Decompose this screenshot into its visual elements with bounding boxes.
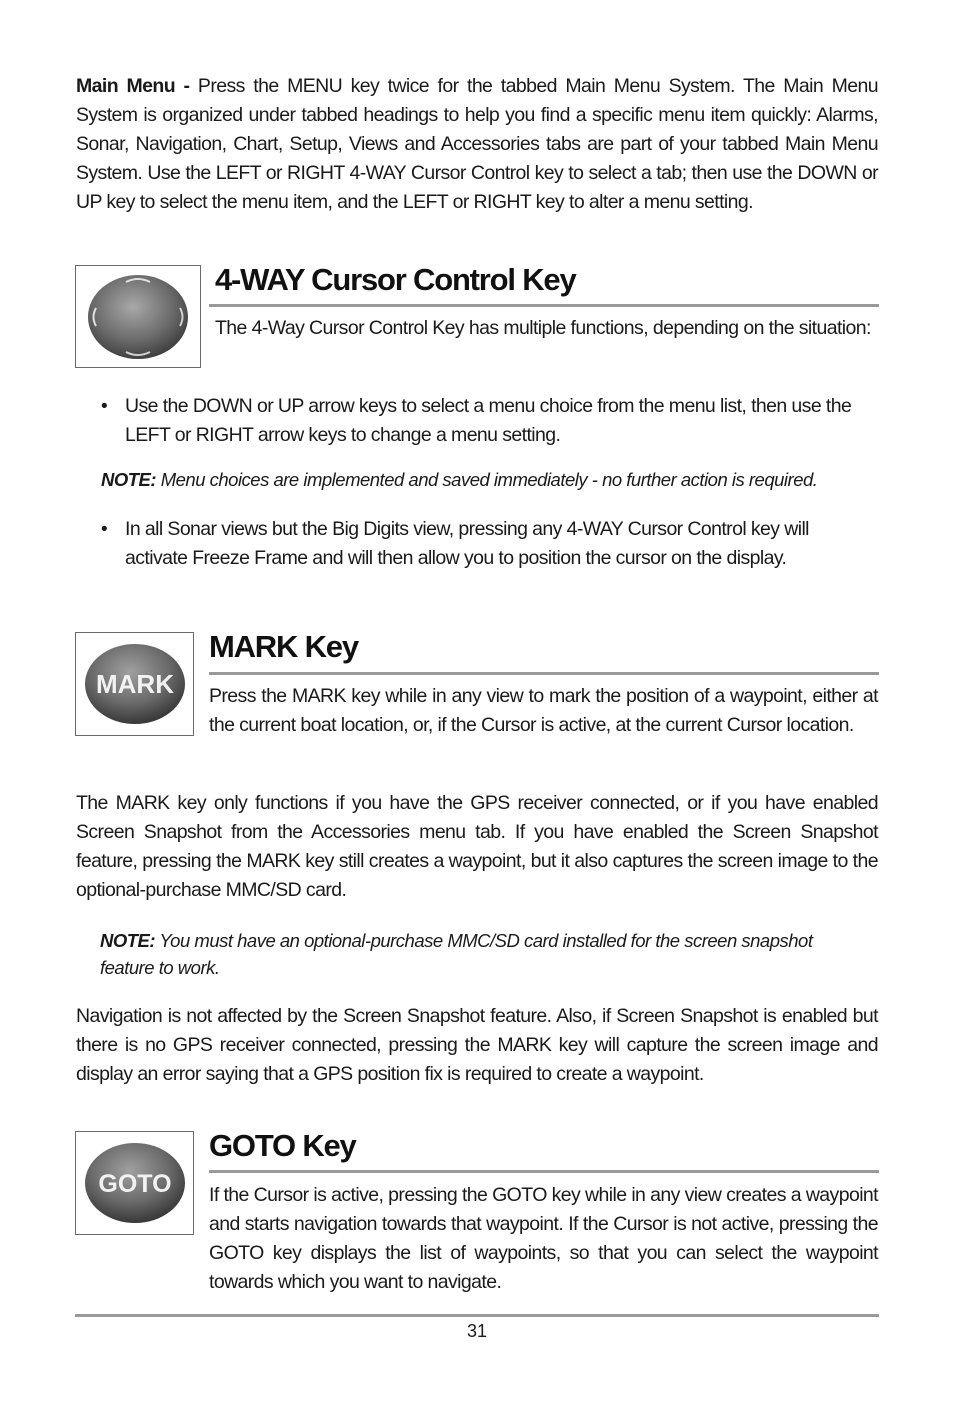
- goto-heading-rule: [209, 1170, 879, 1173]
- footer-rule: [75, 1314, 879, 1317]
- note-text: Menu choices are implemented and saved immediately - no further action is required.: [156, 469, 818, 490]
- mark-paragraph-2: Navigation is not affected by the Screen Snapshot feature. Also, if Screen Snapshot is enabled but there is no GPS receiver connected, pressing the MARK key will capture the screen image and display an error saying that a GPS position fix is required to create a waypoint.: [76, 1005, 878, 1085]
- bullet-glyph: •: [101, 519, 108, 540]
- mark-note: [100, 927, 862, 981]
- mark-key-icon: [81, 640, 189, 728]
- cursor-key-image: [75, 265, 201, 368]
- mark-paragraph-1: The MARK key only functions if you have the GPS receiver connected, or if you have enabled Screen Snapshot from the Accessories menu tab. If you have enabled the Screen Snapshot feature, pressing the MARK key still creates a waypoint, but it also captures the screen image to the optional-purchase MMC/SD card.: [76, 792, 878, 901]
- cursor-heading-rule: [209, 304, 879, 307]
- cursor-section-heading: 4-WAY Cursor Control Key: [215, 262, 576, 297]
- main-menu-paragraph: [76, 72, 878, 217]
- mark-section-heading: MARK Key: [209, 629, 358, 664]
- goto-key-icon: [81, 1139, 189, 1227]
- goto-icon-label: GOTO: [97, 1170, 172, 1198]
- cursor-bullet-2: [101, 515, 861, 573]
- mark-heading-rule: [209, 672, 879, 675]
- bullet-glyph: •: [101, 396, 108, 417]
- bullet-text: In all Sonar views but the Big Digits view, pressing any 4-WAY Cursor Control key will activate Freeze Frame and will then allow you to position the cursor on the display.: [125, 518, 809, 569]
- note-text: You must have an optional-purchase MMC/SD card installed for the screen snapshot feature to work.: [100, 930, 813, 978]
- four-way-cursor-icon: [84, 272, 192, 362]
- mark-key-image: [75, 632, 194, 736]
- cursor-note: [101, 466, 881, 493]
- note-label: NOTE:: [100, 930, 156, 951]
- main-menu-text: Press the MENU key twice for the tabbed Main Menu System. The Main Menu System is organized under tabbed headings to help you find a specific menu item quickly: Alarms, Sonar, Navigation, Chart, Setup, Views and Accessories tabs are part of your tabbed Main Menu System. Use the LEFT or RIGHT 4-WAY Cursor Control key to select a tab; then use the DOWN or UP key to select the menu item, and the LEFT or RIGHT key to alter a menu setting.: [76, 75, 878, 213]
- note-label: NOTE:: [101, 469, 157, 490]
- goto-section-heading: GOTO Key: [209, 1128, 356, 1163]
- cursor-intro: The 4-Way Cursor Control Key has multiple functions, depending on the situation:: [215, 317, 871, 339]
- cursor-bullet-1: [101, 392, 861, 450]
- mark-intro: Press the MARK key while in any view to mark the position of a waypoint, either at the current boat location, or, if the Cursor is active, at the current Cursor location.: [209, 685, 878, 736]
- main-menu-lead: Main Menu -: [76, 75, 198, 97]
- mark-icon-label: MARK: [95, 669, 174, 699]
- goto-intro: If the Cursor is active, pressing the GOTO key while in any view creates a waypoint and starts navigation towards that waypoint. If the Cursor is not active, pressing the GOTO key displays the list of waypoints, so that you can select the waypoint towards which you want to navigate.: [209, 1184, 878, 1293]
- bullet-text: Use the DOWN or UP arrow keys to select a menu choice from the menu list, then use the LEFT or RIGHT arrow keys to change a menu setting.: [125, 395, 852, 446]
- page-number: 31: [466, 1321, 488, 1341]
- goto-key-image: [75, 1131, 194, 1235]
